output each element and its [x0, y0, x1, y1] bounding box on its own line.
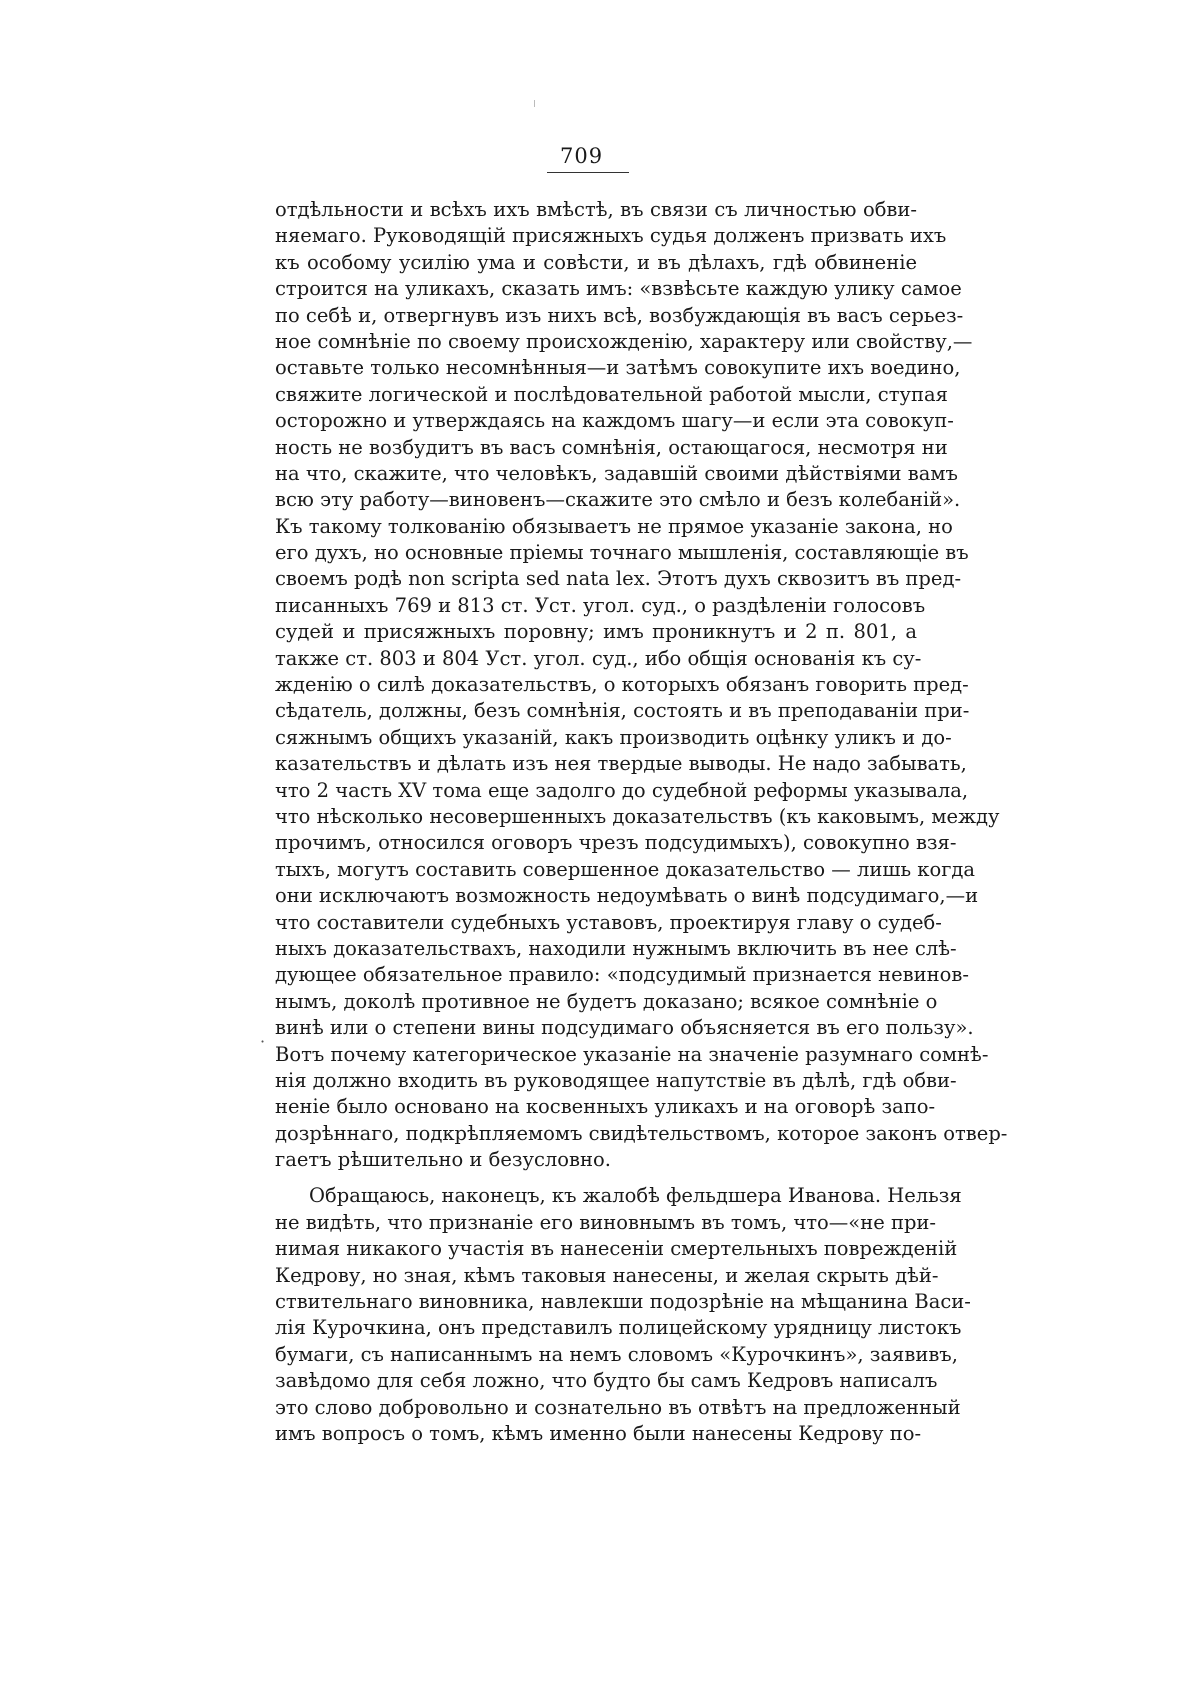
text-line: къ особому усилію ума и совѣсти, и въ дѣлахъ, гдѣ обвиненіе [275, 250, 917, 274]
paragraph [275, 1183, 971, 1447]
paragraph [275, 197, 1008, 1173]
text-line: не видѣть, что признаніе его виновнымъ въ томъ, что—«не при- [275, 1210, 937, 1234]
text-line: няемаго. Руководящій присяжныхъ судья долженъ призвать ихъ [275, 224, 947, 248]
text-line: ствительнаго виновника, навлекши подозрѣніе на мѣщанина Васи- [275, 1290, 971, 1314]
text-line: оставьте только несомнѣнныя—и затѣмъ совокупите ихъ воедино, [275, 356, 961, 380]
text-line: на что, скажите, что человѣкъ, задавшій своими дѣйствіями вамъ [275, 461, 958, 485]
text-line: тыхъ, могутъ составить совершенное доказательство — лишь когда [275, 857, 976, 881]
text-line: судей и присяжныхъ поровну; имъ проникнутъ и 2 п. 801, а [275, 620, 917, 644]
text-line: сяжнымъ общихъ указаній, какъ производить оцѣнку уликъ и до- [275, 725, 952, 749]
text-line: Къ такому толкованію обязываетъ не прямое указаніе закона, но [275, 514, 953, 538]
text-line: винѣ или о степени вины подсудимаго объясняется въ его пользу». [275, 1016, 974, 1040]
text-line: казательствъ и дѣлать изъ нея твердые выводы. Не надо забывать, [275, 752, 967, 776]
text-line: Обращаюсь, наконецъ, къ жалобѣ фельдшера Иванова. Нельзя [309, 1184, 962, 1208]
text-line: ныхъ доказательствахъ, находили нужнымъ включить въ нее слѣ- [275, 936, 957, 960]
text-line: свяжите логической и послѣдовательной работой мысли, ступая [275, 382, 948, 406]
text-line: всю эту работу—виновенъ—скажите это смѣло и безъ колебаній». [275, 488, 961, 512]
text-line: прочимъ, относился оговоръ чрезъ подсудимыхъ), совокупно взя- [275, 831, 957, 855]
text-line: что 2 часть XV тома еще задолго до судебной реформы указывала, [275, 778, 969, 802]
text-line: писанныхъ 769 и 813 ст. Уст. угол. суд., о раздѣленіи голосовъ [275, 593, 926, 617]
paragraph-gap [275, 1173, 917, 1183]
page-number-rule [547, 172, 629, 173]
text-line: завѣдомо для себя ложно, что будто бы самъ Кедровъ написалъ [275, 1369, 938, 1393]
text-line: нія должно входить въ руководящее напутствіе въ дѣлѣ, гдѣ обви- [275, 1068, 957, 1092]
text-line: они исключаютъ возможность недоумѣвать о винѣ подсудимаго,—и [275, 884, 979, 908]
text-line: Кедрову, но зная, кѣмъ таковыя нанесены, и желая скрыть дѣй- [275, 1263, 939, 1287]
text-line: по себѣ и, отвергнувъ изъ нихъ всѣ, возбуждающія въ васъ серьез- [275, 303, 964, 327]
text-line: отдѣльности и всѣхъ ихъ вмѣстѣ, въ связи съ личностью обви- [275, 198, 917, 221]
text-line: его духъ, но основные пріемы точнаго мышленія, составляющіе въ [275, 541, 969, 565]
margin-mark: · [260, 1032, 266, 1051]
text-line: сѣдатель, должны, безъ сомнѣнія, состоять и въ преподаваніи при- [275, 699, 970, 723]
text-line: дозрѣннаго, подкрѣпляемомъ свидѣтельствомъ, которое законъ отвер- [275, 1121, 1008, 1145]
text-line: это слово добровольно и сознательно въ отвѣтъ на предложенный [275, 1395, 961, 1419]
text-line: ное сомнѣніе по своему происхожденію, характеру или свойству,— [275, 329, 973, 353]
text-line: бумаги, съ написаннымъ на немъ словомъ «Курочкинъ», заявивъ, [275, 1342, 958, 1366]
text-line: имъ вопросъ о томъ, кѣмъ именно были нанесены Кедрову по- [275, 1421, 922, 1445]
text-line: гаетъ рѣшительно и безусловно. [275, 1148, 611, 1172]
text-line: строится на уликахъ, сказать имъ: «взвѣсьте каждую улику самое [275, 277, 962, 301]
text-line: нымъ, доколѣ противное не будетъ доказано; всякое сомнѣніе о [275, 989, 938, 1013]
text-line: Вотъ почему категорическое указаніе на значеніе разумнаго сомнѣ- [275, 1042, 989, 1066]
text-line: нимая никакого участія въ нанесеніи смертельныхъ поврежденій [275, 1237, 958, 1261]
text-line: лія Курочкина, онъ представилъ полицейскому урядницу листокъ [275, 1316, 962, 1340]
text-line: что составители судебныхъ уставовъ, проектируя главу о судеб- [275, 910, 942, 934]
text-line: жденію о силѣ доказательствъ, о которыхъ обязанъ говорить пред- [275, 673, 969, 697]
text-line: осторожно и утверждаясь на каждомъ шагу—и если эта совокуп- [275, 409, 954, 433]
text-line: ность не возбудитъ въ васъ сомнѣнія, остающагося, несмотря ни [275, 435, 948, 459]
text-line: также ст. 803 и 804 Уст. угол. суд., ибо общія основанія къ су- [275, 646, 922, 670]
text-line: своемъ родѣ non scripta sed nata lex. Этотъ духъ сквозитъ въ пред- [275, 567, 962, 591]
text-line: дующее обязательное правило: «подсудимый признается невинов- [275, 963, 969, 987]
body-text [275, 197, 1008, 1447]
text-line: неніе было основано на косвенныхъ уликахъ и на оговорѣ запо- [275, 1095, 936, 1119]
page-number: 709 [560, 144, 604, 168]
scan-tick-mark [534, 100, 535, 107]
text-line: что нѣсколько несовершенныхъ доказательствъ (къ каковымъ, между [275, 804, 1000, 828]
